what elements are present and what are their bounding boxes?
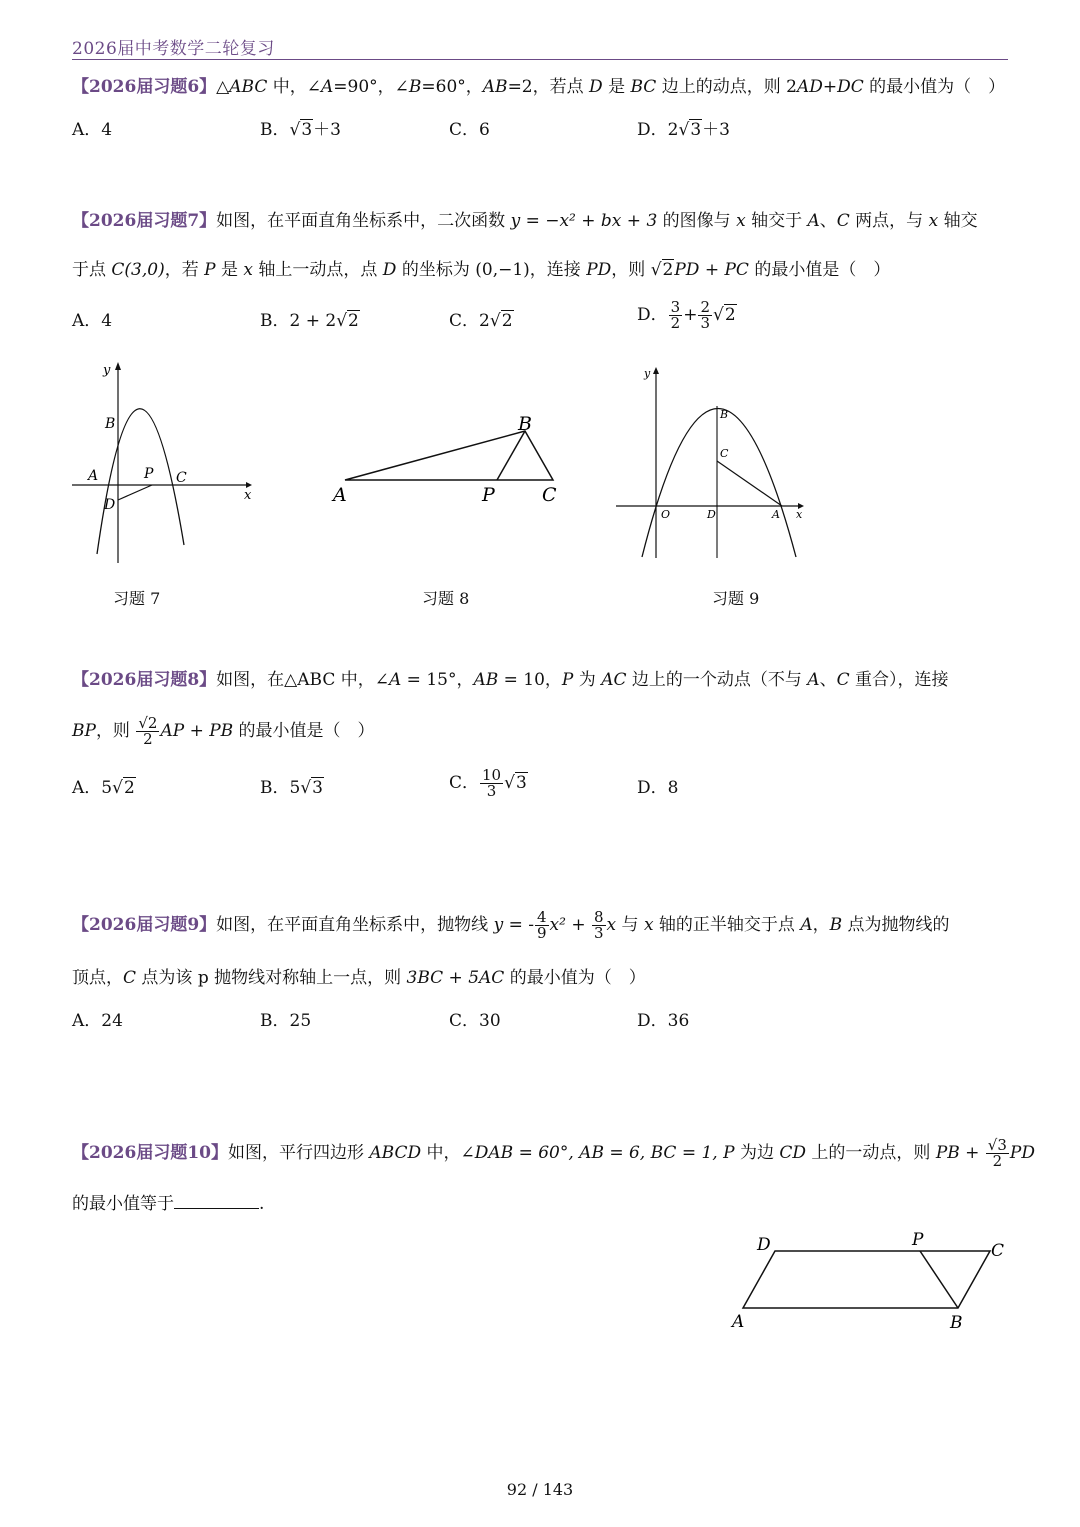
option-label: A． [72, 1011, 102, 1031]
sqrt-expression: √2 [112, 778, 135, 798]
question-7-tag: 【2026届习题7】 [72, 211, 217, 231]
question-9-option-c[interactable] [449, 1009, 501, 1033]
q9-text: A [800, 915, 813, 935]
q6-text: △ [216, 77, 230, 97]
question-9-option-a[interactable] [72, 1009, 123, 1033]
figure-9-graph [612, 362, 812, 562]
q7-text: x [736, 211, 746, 231]
q8-text: A [388, 670, 402, 690]
figure-7-graph [66, 358, 256, 568]
option-text: + [683, 305, 698, 325]
label-a: A [772, 508, 780, 521]
question-7-option-c[interactable] [449, 309, 514, 333]
q9-expression: 3BC + 5AC [406, 968, 505, 988]
q8-text: BP [72, 721, 96, 741]
q8-text: ，则 [95, 721, 136, 741]
option-text: 4 [101, 120, 113, 140]
question-10-tag: 【2026届习题10】 [72, 1143, 228, 1163]
question-7-option-b[interactable] [260, 309, 360, 333]
numerator: √2 [138, 714, 158, 732]
label-b: B [720, 408, 729, 421]
label-a: A [88, 468, 99, 484]
label-a: A [732, 1312, 745, 1332]
q7-equation: y = −x² + bx + 3 [510, 211, 658, 231]
option-text: 25 [289, 1011, 312, 1031]
q6-text: ABC [229, 77, 268, 97]
q7-text: PD [586, 260, 612, 280]
option-text: ＋3 [702, 120, 730, 140]
denominator: 3 [700, 314, 710, 332]
q7-text: ，则 [611, 260, 651, 280]
q8-text: = 10， [498, 670, 562, 690]
q7-text: 轴上一动点，点 [252, 260, 383, 280]
q6-text: 中，∠ [267, 77, 321, 97]
fraction [480, 768, 503, 799]
q6-text: AB [482, 77, 508, 97]
q9-text: 与 [616, 915, 644, 935]
option-label: D． [637, 120, 668, 140]
option-label: C． [449, 311, 480, 331]
q7-text: x [243, 260, 253, 280]
option-label: D． [637, 1011, 668, 1031]
option-label: B． [260, 120, 290, 140]
radicand: 2 [123, 778, 135, 798]
segment-pb [920, 1251, 958, 1308]
q7-text: 轴交于 [745, 211, 808, 231]
question-9-line-1 [72, 910, 1012, 941]
question-10-line-2 [72, 1192, 1012, 1216]
q8-text: P [561, 670, 574, 690]
question-9-tag: 【2026届习题9】 [72, 915, 217, 935]
option-text: 24 [101, 1011, 123, 1031]
q10-conditions: ∠DAB = 60°, AB = 6, BC = 1, P [460, 1143, 735, 1163]
numerator: 8 [593, 908, 604, 926]
q7-text: 、 [819, 211, 837, 231]
answer-blank[interactable] [174, 1194, 259, 1209]
header-rule [72, 59, 1008, 60]
q6-text: BC [630, 77, 657, 97]
option-label: B． [260, 311, 290, 331]
sqrt-expression: √2 [336, 311, 359, 331]
q7-text: C [836, 211, 850, 231]
q8-text: AB [473, 670, 499, 690]
option-text: 8 [667, 778, 679, 798]
q6-text: AD [796, 77, 823, 97]
q7-text: 的坐标为 [396, 260, 476, 280]
q7-text: 是 [215, 260, 244, 280]
label-d: D [104, 497, 116, 513]
q10-expression: PB + [935, 1143, 985, 1163]
label-d: D [707, 508, 716, 521]
label-o: O [661, 508, 671, 521]
q7-text: 的最小值是（ ） [748, 260, 891, 280]
q7-text: 的图像与 [657, 211, 737, 231]
q9-text: C [123, 968, 137, 988]
option-label: A． [72, 311, 102, 331]
parabola-curve [642, 409, 796, 558]
q10-text: 上的一动点，则 [806, 1143, 936, 1163]
question-7-option-a[interactable] [72, 309, 112, 333]
q8-text: 如图，在△ABC 中，∠ [216, 670, 389, 690]
option-text: 2 [479, 311, 490, 331]
label-c: C [542, 484, 557, 506]
q9-text: 顶点， [72, 968, 123, 988]
q10-text: 如图，平行四边形 [227, 1143, 370, 1163]
sqrt-expression: √2 [650, 260, 674, 280]
figure-9-caption: 习题 9 [712, 589, 760, 608]
question-8-option-d[interactable] [637, 776, 678, 800]
q8-text: 的最小值是（ ） [233, 721, 375, 741]
q6-text: B [408, 77, 422, 97]
question-7-line-2 [72, 258, 1012, 282]
q7-text: 如图，在平面直角坐标系中，二次函数 [216, 211, 511, 231]
option-text: ＋3 [313, 120, 341, 140]
q6-text: DC [837, 77, 864, 97]
radicand: 2 [724, 305, 736, 325]
q8-text: AC [601, 670, 627, 690]
denominator: 2 [143, 730, 153, 748]
sqrt-expression: √3 [504, 773, 527, 793]
q7-text: 于点 [72, 260, 112, 280]
q8-text: 边上的一个动点（不与 [626, 670, 808, 690]
question-9-option-d[interactable] [637, 1009, 689, 1033]
q10-text: 的最小值等于 [72, 1194, 174, 1214]
q9-text: x [643, 915, 654, 935]
question-6-option-b[interactable] [260, 118, 341, 142]
question-7-option-d[interactable] [637, 300, 737, 331]
q10-text: 为边 [734, 1143, 780, 1163]
q7-text: P [204, 260, 216, 280]
label-p: P [482, 484, 495, 506]
sqrt-expression: √3 [300, 778, 323, 798]
fraction [698, 300, 712, 331]
label-p: P [912, 1230, 924, 1250]
q6-text: 是 [602, 77, 631, 97]
q8-text: 、 [819, 670, 837, 690]
radicand: 2 [501, 311, 513, 331]
sqrt-expression: √3 [289, 120, 313, 140]
q7-text: C(3,0) [111, 260, 165, 280]
option-text: 5 [289, 778, 301, 798]
q9-text: = - [503, 915, 534, 935]
question-8-line-2 [72, 716, 1012, 747]
figure-10-parallelogram [725, 1228, 1015, 1338]
q6-text: =60°， [421, 77, 483, 97]
radicand: 2 [348, 311, 359, 331]
q10-text: CD [779, 1143, 806, 1163]
radicand: 3 [515, 773, 527, 793]
triangle-abc [345, 431, 553, 480]
q7-text: 轴交 [938, 211, 978, 231]
q7-text: ，若 [164, 260, 205, 280]
q8-text: A [807, 670, 820, 690]
q9-text: ， [812, 915, 830, 935]
segment-bp [497, 431, 525, 480]
option-text: 30 [479, 1011, 501, 1031]
option-label: A． [72, 778, 102, 798]
question-8-line-1 [72, 668, 1012, 692]
numerator: 2 [700, 298, 710, 316]
radicand: 3 [312, 778, 323, 798]
q6-text: + [822, 77, 838, 97]
q9-text: y [493, 915, 504, 935]
radicand: 2 [662, 260, 674, 280]
denominator: 3 [593, 924, 604, 942]
option-text: 2 + 2 [289, 311, 337, 331]
q8-text: C [836, 670, 850, 690]
label-y: y [103, 363, 111, 378]
question-7-line-1 [72, 209, 1012, 233]
label-p: P [144, 466, 154, 482]
option-label: D． [637, 778, 668, 798]
q8-text: 重合），连接 [849, 670, 949, 690]
label-a: A [333, 484, 347, 506]
q6-text: =2，若点 [507, 77, 590, 97]
q10-expression: PD [1009, 1143, 1035, 1163]
question-10-line-1 [72, 1136, 1035, 1170]
option-label: B． [260, 1011, 290, 1031]
q6-text: D [589, 77, 603, 97]
label-c: C [991, 1241, 1005, 1261]
option-text: 36 [667, 1011, 690, 1031]
question-6-option-c[interactable] [449, 118, 490, 142]
label-y: y [644, 367, 651, 380]
denominator: 9 [536, 924, 547, 942]
denominator: 3 [486, 782, 497, 800]
question-6-option-a[interactable] [72, 118, 112, 142]
q6-text: 边上的动点，则 2 [656, 77, 797, 97]
q6-text: =90°，∠ [333, 77, 409, 97]
figure-8-caption: 习题 8 [422, 589, 470, 608]
option-label: D． [637, 305, 668, 325]
label-c: C [176, 470, 187, 486]
numerator: 10 [482, 766, 502, 784]
figure-8-triangle [325, 408, 570, 508]
q7-text: D [382, 260, 397, 280]
question-6-stem [72, 75, 1012, 99]
q7-expression: PD + PC [674, 260, 749, 280]
radicand: 3 [301, 120, 313, 140]
fraction [136, 716, 159, 747]
numerator: √3 [987, 1136, 1007, 1154]
question-6-tag: 【2026届习题6】 [72, 77, 217, 97]
q9-text: 点为抛物线的 [842, 915, 950, 935]
q8-expression: AP + PB [160, 721, 234, 741]
sqrt-expression: √2 [489, 311, 513, 331]
q6-text: A [320, 77, 334, 97]
denominator: 2 [670, 314, 681, 332]
question-8-option-a[interactable] [72, 776, 136, 800]
y-axis-arrow-icon [115, 362, 121, 370]
option-label: C． [449, 773, 480, 793]
q10-text: 中， [421, 1143, 461, 1163]
q9-text: 轴的正半轴交于点 [653, 915, 801, 935]
page-header: 2026届中考数学二轮复习 [72, 39, 275, 59]
q7-text: 两点，与 [849, 211, 929, 231]
label-c: C [720, 447, 729, 460]
fraction [669, 300, 683, 331]
question-6-option-d[interactable] [637, 118, 730, 142]
option-label: A． [72, 120, 102, 140]
option-label: C． [449, 120, 480, 140]
q9-text: x² + [549, 915, 591, 935]
y-axis-arrow-icon [653, 367, 659, 374]
q9-text: 点为该 p 抛物线对称轴上一点，则 [136, 968, 407, 988]
option-label: B． [260, 778, 290, 798]
q9-text: x [606, 915, 617, 935]
q6-text: 的最小值为（ ） [863, 77, 1006, 97]
q10-text: . [259, 1194, 265, 1214]
label-b: B [518, 413, 532, 435]
option-text: 6 [479, 120, 490, 140]
q7-text: (0,−1) [475, 260, 530, 280]
numerator: 3 [670, 298, 681, 316]
question-8-option-b[interactable] [260, 776, 324, 800]
q8-text: = 15°， [401, 670, 474, 690]
label-x: x [796, 508, 803, 521]
numerator: 4 [536, 908, 547, 926]
fraction [535, 910, 549, 941]
q7-text: A [807, 211, 820, 231]
figure-7-caption: 习题 7 [113, 589, 161, 608]
q8-text: 为 [573, 670, 602, 690]
option-text: 4 [101, 311, 113, 331]
q9-text: 如图，在平面直角坐标系中，抛物线 [216, 915, 494, 935]
option-label: C． [449, 1011, 480, 1031]
fraction [986, 1138, 1009, 1169]
q7-text: x [928, 211, 939, 231]
page-number: 92 / 143 [506, 1480, 574, 1499]
option-text: 2 [667, 120, 679, 140]
segment-pd [118, 485, 152, 500]
fraction [592, 910, 606, 941]
radicand: 3 [690, 120, 702, 140]
question-8-tag: 【2026届习题8】 [72, 670, 217, 690]
label-x: x [244, 488, 252, 503]
q7-text: ，连接 [529, 260, 587, 280]
q9-text: B [829, 915, 843, 935]
label-b: B [950, 1313, 963, 1333]
question-8-option-c[interactable] [449, 768, 528, 799]
q9-text: 的最小值为（ ） [504, 968, 646, 988]
question-9-option-b[interactable] [260, 1009, 311, 1033]
denominator: 2 [992, 1152, 1003, 1170]
sqrt-expression: √3 [678, 120, 702, 140]
label-d: D [757, 1235, 771, 1255]
q10-text: ABCD [369, 1143, 422, 1163]
option-text: 5 [101, 778, 113, 798]
segment-ca [717, 461, 782, 506]
question-9-line-2 [72, 966, 1012, 990]
label-b: B [105, 416, 116, 432]
sqrt-expression: √2 [712, 305, 736, 325]
